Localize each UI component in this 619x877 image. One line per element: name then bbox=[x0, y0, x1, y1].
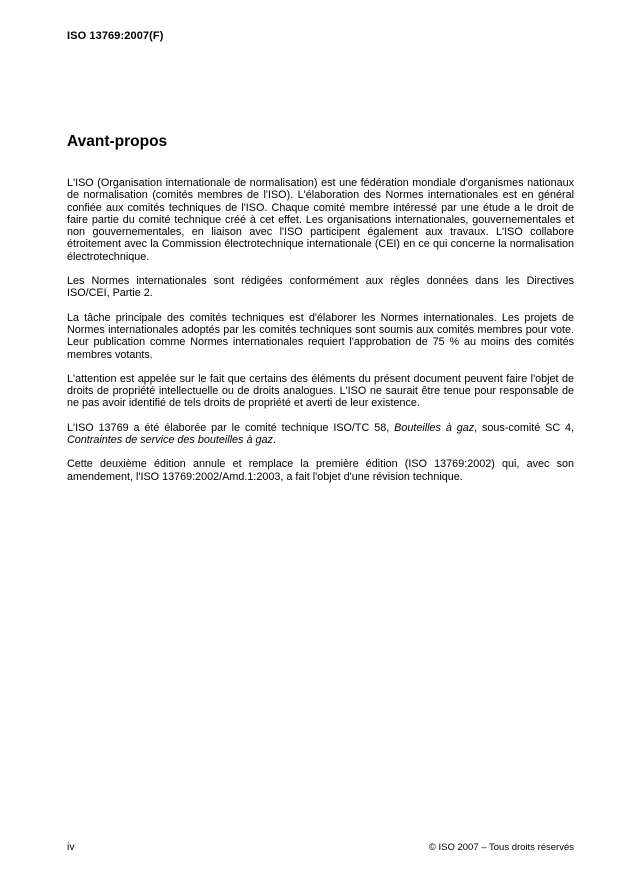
paragraph bbox=[67, 458, 574, 483]
text-run: La tâche principale des comités techniques est d'élaborer les Normes internationales. Les projets de Normes internationales adoptés par les comités techniques sont soumis aux comités membres pour vote. Leur publication comme Normes internationales requiert l'approbation de 75 % au moins des comités membres votants. bbox=[67, 311, 574, 361]
body-paragraphs bbox=[67, 177, 574, 483]
paragraph bbox=[67, 177, 574, 263]
document-reference-header: ISO 13769:2007(F) bbox=[67, 30, 164, 42]
italic-text-run: Bouteilles à gaz bbox=[394, 421, 475, 434]
text-run: Cette deuxième édition annule et remplace la première édition (ISO 13769:2002) qui, avec son amendement, l'ISO 13769:2002/Amd.1:2003, a fait l'objet d'une révision technique. bbox=[67, 458, 574, 483]
text-run: L'attention est appelée sur le fait que certains des éléments du présent document peuvent faire l'objet de droits de propriété intellectuelle ou de droits analogues. L'ISO ne saurait être tenue pour responsable de ne pas avoir identifié de tels droits de propriété et averti de leur existence. bbox=[67, 372, 574, 410]
text-run: . bbox=[272, 434, 276, 447]
paragraph bbox=[67, 422, 574, 447]
section-title: Avant-propos bbox=[67, 133, 168, 150]
text-run: Les Normes internationales sont rédigées conformément aux règles données dans les Directives ISO/CEI, Partie 2. bbox=[67, 275, 574, 300]
paragraph bbox=[67, 373, 574, 410]
copyright-notice: © ISO 2007 – Tous droits réservés bbox=[428, 842, 574, 853]
text-run: , sous-comité SC 4, bbox=[474, 421, 575, 434]
paragraph bbox=[67, 312, 574, 361]
text-run: L'ISO 13769 a été élaborée par le comité technique ISO/TC 58, bbox=[67, 421, 395, 434]
italic-text-run: Contraintes de service des bouteilles à gaz bbox=[67, 434, 273, 447]
text-run: L'ISO (Organisation internationale de normalisation) est une fédération mondiale d'organismes nationaux de normalisation (comités membres de l'ISO). L'élaboration des Normes internationales est en général confiée aux comités techniques de l'ISO. Chaque comité membre intéressé par une étude a le droit de faire partie du comité technique créé à cet effet. Les organisations internationales, gouvernementales et non gouvernementales, en liaison avec l'ISO participent également aux travaux. L'ISO collabore étroitement avec la Commission électrotechnique internationale (CEI) en ce qui concerne la normalisation électrotechnique. bbox=[67, 177, 574, 263]
paragraph bbox=[67, 275, 574, 300]
page-footer bbox=[67, 841, 574, 853]
document-content bbox=[67, 133, 574, 495]
page-number: iv bbox=[67, 841, 75, 853]
